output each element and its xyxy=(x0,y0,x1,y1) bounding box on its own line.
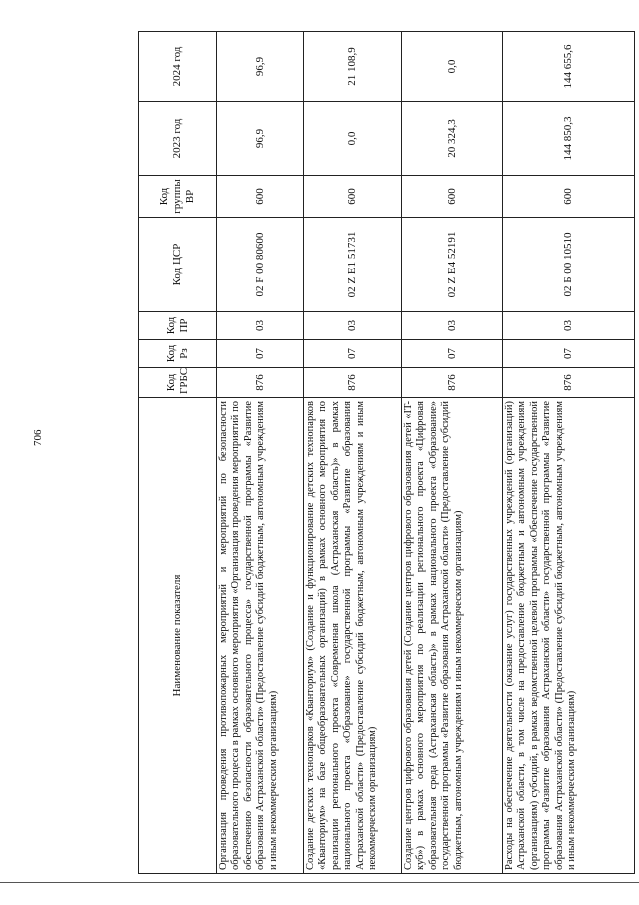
row-2024: 21 108,9 xyxy=(304,32,402,102)
header-rz: Код Рз xyxy=(139,340,217,368)
table-row xyxy=(402,32,503,874)
row-vr: 600 xyxy=(304,176,402,218)
row-name: Расходы на обеспечение деятельности (оказание услуг) государственных учреждений (организаций) Астраханской области, в том числе на предоставление бюджетным и автономным учреждениям (организациям) субсидий, в рамках ведомственной целевой программы «Обеспечение государственной программы «Развитие образования Астраханской области» государственной программы «Развитие образования Астраханской области» (Предоставление субсидий бюджетным, автономным учреждениям и иным некоммерческим организациям) xyxy=(503,398,635,874)
row-grbs: 876 xyxy=(217,368,304,398)
row-csr: 02 F 00 80600 xyxy=(217,218,304,312)
bottom-rule xyxy=(0,882,639,883)
header-csr: Код ЦСР xyxy=(139,218,217,312)
row-grbs: 876 xyxy=(503,368,635,398)
budget-table-rotated xyxy=(138,32,634,874)
row-vr: 600 xyxy=(217,176,304,218)
row-2023: 20 324,3 xyxy=(402,102,503,176)
row-pr: 03 xyxy=(503,312,635,340)
budget-table xyxy=(138,31,635,874)
row-rz: 07 xyxy=(304,340,402,368)
row-pr: 03 xyxy=(304,312,402,340)
row-2024: 0,0 xyxy=(402,32,503,102)
row-2024: 96,9 xyxy=(217,32,304,102)
row-pr: 03 xyxy=(217,312,304,340)
row-2023: 0,0 xyxy=(304,102,402,176)
header-vr: Код группы ВР xyxy=(139,176,217,218)
table-header-row xyxy=(139,32,217,874)
page-number: 706 xyxy=(32,429,44,446)
row-2023: 144 850,3 xyxy=(503,102,635,176)
row-csr: 02 Б 00 10510 xyxy=(503,218,635,312)
table-row xyxy=(503,32,635,874)
row-grbs: 876 xyxy=(304,368,402,398)
table-row xyxy=(217,32,304,874)
row-rz: 07 xyxy=(402,340,503,368)
header-grbs: Код ГРБС xyxy=(139,368,217,398)
row-name: Организация проведения противопожарных мероприятий и мероприятий по безопасности образовательного процесса в рамках основного мероприятия «Организация проведения мероприятий по обеспечению безопасности образовательного процесса» государственной программы «Развитие образования Астраханской области» (Предоставление субсидий бюджетным, автономным учреждениям и иным некоммерческим организациям) xyxy=(217,398,304,874)
header-2023: 2023 год xyxy=(139,102,217,176)
row-name: Создание детских технопарков «Кванториум» (Создание и функционирование детских технопарков «Кванториум» на базе общеобразовательных организаций) в рамках основного мероприятия по реализации регионального проекта «Современная школа (Астраханская область)» в рамках национального проекта «Образование» государственной программы «Развитие образования Астраханской области» (Предоставление субсидий бюджетным, автономным учреждениям и иным некоммерческим организациям) xyxy=(304,398,402,874)
header-pr: Код ПР xyxy=(139,312,217,340)
row-grbs: 876 xyxy=(402,368,503,398)
row-rz: 07 xyxy=(217,340,304,368)
row-csr: 02 Z E4 52191 xyxy=(402,218,503,312)
row-name: Создание центров цифрового образования детей (Создание центров цифрового образования детей «IT-куб») в рамках основного мероприятия по реализации регионального проекта «Цифровая образовательная среда (Астраханская область)» в рамках национального проекта «Образование» государственной программы «Развитие образования Астраханской области» (Предоставление субсидий бюджетным, автономным учреждениям и иным некоммерческим организациям) xyxy=(402,398,503,874)
row-csr: 02 Z E1 51731 xyxy=(304,218,402,312)
row-2023: 96,9 xyxy=(217,102,304,176)
header-2024: 2024 год xyxy=(139,32,217,102)
header-name: Наименование показателя xyxy=(139,398,217,874)
row-vr: 600 xyxy=(402,176,503,218)
table-row xyxy=(304,32,402,874)
row-pr: 03 xyxy=(402,312,503,340)
row-vr: 600 xyxy=(503,176,635,218)
row-rz: 07 xyxy=(503,340,635,368)
row-2024: 144 655,6 xyxy=(503,32,635,102)
